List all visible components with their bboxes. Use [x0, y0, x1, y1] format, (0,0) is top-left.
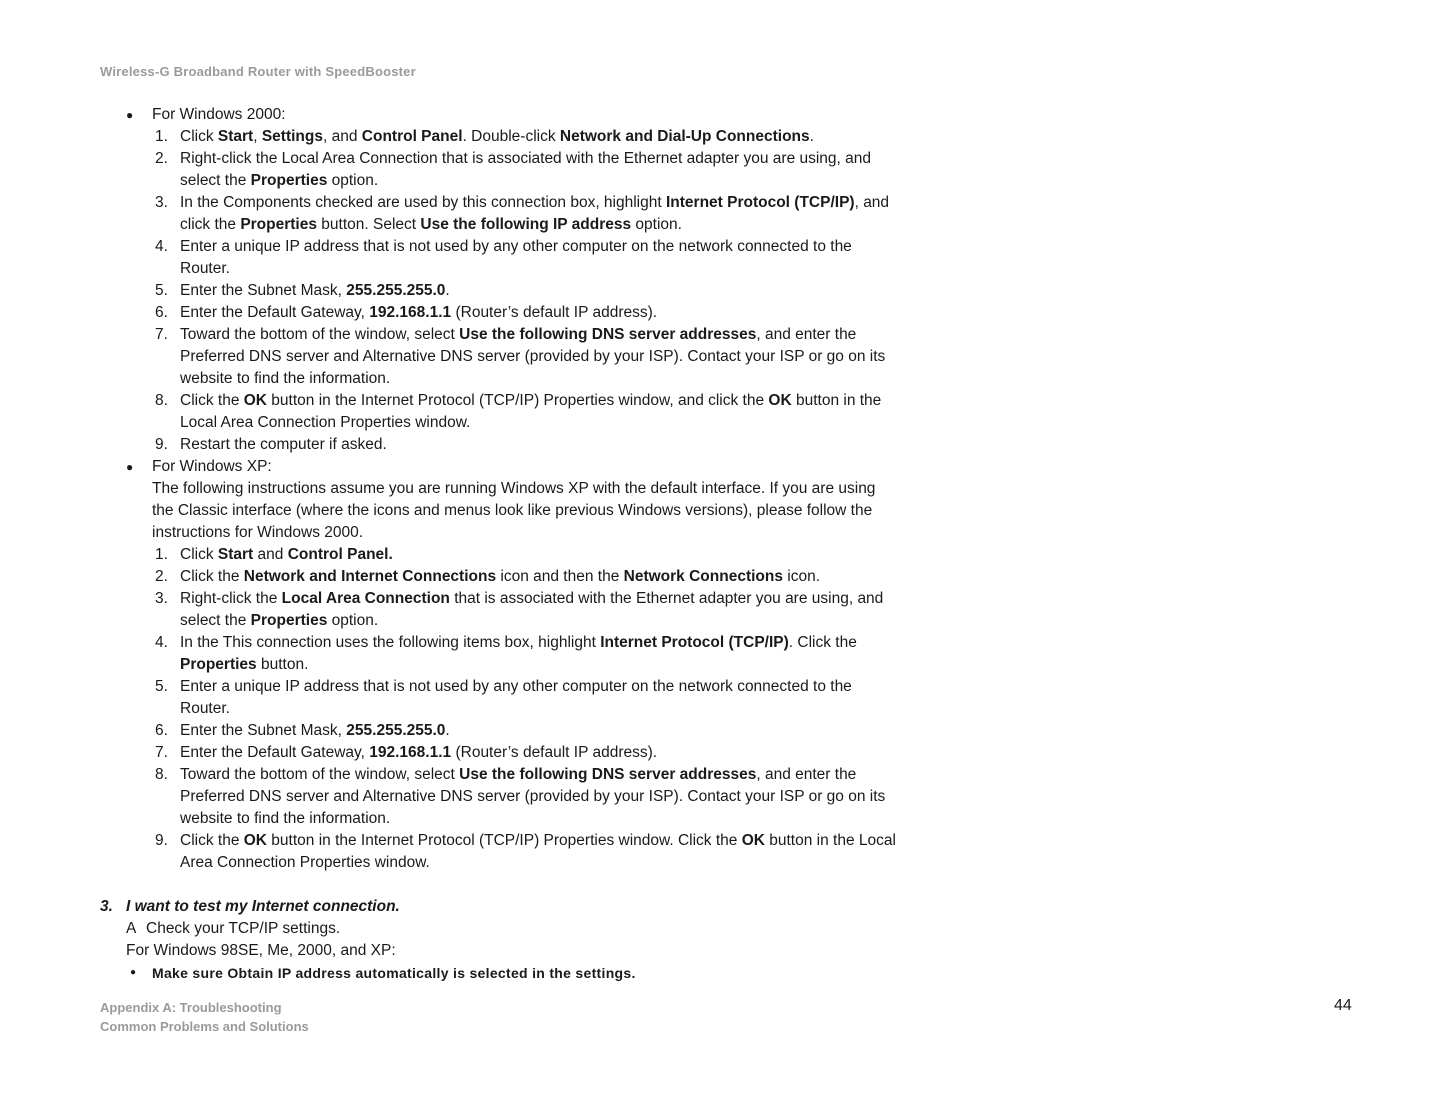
step-fragment: button. — [256, 656, 309, 673]
step-number: 5. — [155, 282, 168, 299]
step-emphasis: 255.255.255.0 — [346, 282, 446, 299]
winxp-heading — [100, 456, 900, 478]
winxp-step — [100, 544, 900, 566]
step-emphasis: OK — [243, 392, 267, 409]
sub-step-a-text: Check your TCP/IP settings. — [146, 920, 341, 937]
win2000-step — [100, 236, 900, 280]
step-number: 1. — [155, 546, 168, 563]
step-fragment: Enter the Subnet Mask, — [180, 722, 347, 739]
win2000-step — [100, 192, 900, 236]
page-body — [100, 104, 900, 984]
step-fragment: Enter the Default Gateway, — [180, 744, 370, 761]
win2000-heading-text: For Windows 2000: — [152, 106, 286, 123]
step-emphasis: Internet Protocol (TCP/IP) — [665, 194, 855, 211]
running-header: Wireless-G Broadband Router with SpeedBooster — [100, 64, 416, 79]
step-text — [180, 832, 896, 871]
step-fragment: option. — [327, 172, 379, 189]
step-fragment: button in the Local Area Connection Properties window. — [180, 392, 882, 431]
step-fragment: . — [809, 128, 814, 145]
settings-bullet-text: Make sure Obtain IP address automatically is selected in the settings. — [152, 965, 636, 981]
section-3-title — [100, 896, 900, 918]
step-emphasis: Network Connections — [623, 568, 783, 585]
step-text — [180, 304, 657, 321]
step-fragment: Enter the Subnet Mask, — [180, 282, 347, 299]
step-fragment: Click — [180, 128, 218, 145]
step-text — [180, 744, 657, 761]
step-emphasis: Network and Internet Connections — [243, 568, 497, 585]
step-number: 9. — [155, 436, 168, 453]
winxp-step — [100, 720, 900, 742]
step-text — [180, 766, 885, 827]
step-fragment: button. Select — [316, 216, 421, 233]
step-text — [180, 282, 450, 299]
step-number: 8. — [155, 766, 168, 783]
step-number: 9. — [155, 832, 168, 849]
step-text — [180, 546, 393, 563]
step-fragment: Click the — [180, 568, 244, 585]
step-number: 3. — [155, 590, 168, 607]
step-fragment: Enter a unique IP address that is not used by any other computer on the network connected to the Router. — [180, 678, 852, 717]
step-fragment: In the This connection uses the following items box, highlight — [180, 634, 601, 651]
win2000-step — [100, 302, 900, 324]
step-number: 7. — [155, 326, 168, 343]
step-emphasis: 192.168.1.1 — [369, 744, 452, 761]
bullet-icon: ● — [126, 460, 134, 474]
step-emphasis: Use the following DNS server addresses — [459, 326, 757, 343]
step-emphasis: Control Panel — [361, 128, 463, 145]
step-emphasis: 192.168.1.1 — [369, 304, 452, 321]
step-number: 8. — [155, 392, 168, 409]
step-emphasis: Control Panel. — [287, 546, 393, 563]
step-fragment: option. — [631, 216, 682, 233]
step-fragment: , and click the — [180, 194, 890, 233]
step-number: 2. — [155, 150, 168, 167]
step-number: 4. — [155, 238, 168, 255]
step-emphasis: Internet Protocol (TCP/IP) — [600, 634, 789, 651]
win2000-heading — [100, 104, 900, 126]
step-fragment: In the Components checked are used by this connection box, highlight — [180, 194, 666, 211]
step-number: 3. — [155, 194, 168, 211]
step-fragment: that is associated with the Ethernet adapter you are using, and select the — [180, 590, 884, 629]
step-emphasis: Properties — [250, 172, 328, 189]
winxp-step — [100, 632, 900, 676]
step-text — [180, 722, 450, 739]
step-fragment: . — [445, 722, 450, 739]
settings-bullet — [100, 962, 900, 984]
step-emphasis: OK — [768, 392, 792, 409]
winxp-step — [100, 676, 900, 720]
step-text — [180, 436, 387, 453]
step-fragment: and — [253, 546, 288, 563]
win2000-step — [100, 434, 900, 456]
step-emphasis: 255.255.255.0 — [346, 722, 446, 739]
step-fragment: option. — [327, 612, 379, 629]
step-fragment: , — [253, 128, 262, 145]
step-number: 4. — [155, 634, 168, 651]
step-text — [180, 590, 883, 629]
win2000-step — [100, 280, 900, 302]
step-text — [180, 392, 881, 431]
winxp-steps — [100, 544, 900, 874]
step-fragment: Click — [180, 546, 218, 563]
step-emphasis: Properties — [250, 612, 328, 629]
bullet-icon: ● — [130, 967, 137, 978]
step-emphasis: Network and Dial-Up Connections — [559, 128, 810, 145]
step-fragment: Toward the bottom of the window, select — [180, 326, 460, 343]
step-fragment: Restart the computer if asked. — [180, 436, 387, 453]
step-text — [180, 678, 852, 717]
step-fragment: button in the Local Area Connection Properties window. — [180, 832, 896, 871]
win2000-steps — [100, 126, 900, 456]
step-emphasis: Start — [217, 546, 254, 563]
step-fragment: Right-click the — [180, 590, 282, 607]
step-number: 7. — [155, 744, 168, 761]
winxp-step — [100, 764, 900, 830]
step-text — [180, 326, 885, 387]
winxp-intro: The following instructions assume you are running Windows XP with the default interface. If you are using the Classic interface (where the icons and menus look like previous Windows versions), please follow the instructions for Windows 2000. — [152, 480, 876, 541]
step-text — [180, 634, 857, 673]
step-emphasis: OK — [243, 832, 267, 849]
step-fragment: button in the Internet Protocol (TCP/IP) Properties window, and click the — [267, 392, 769, 409]
step-fragment: (Router’s default IP address). — [451, 744, 658, 761]
win2000-step — [100, 148, 900, 192]
footer-appendix: Appendix A: Troubleshooting — [100, 1000, 282, 1015]
win2000-step — [100, 126, 900, 148]
step-emphasis: Use the following DNS server addresses — [459, 766, 757, 783]
winxp-step — [100, 566, 900, 588]
step-text — [180, 238, 852, 277]
winxp-step — [100, 588, 900, 632]
step-fragment: , and enter the Preferred DNS server and Alternative DNS server (provided by your ISP). Contact your ISP or go on its website to find the information. — [180, 326, 886, 387]
section-3-number: 3. — [100, 898, 113, 915]
step-emphasis: Use the following IP address — [420, 216, 632, 233]
footer-section: Common Problems and Solutions — [100, 1019, 309, 1034]
bullet-icon: ● — [126, 108, 134, 122]
step-fragment: (Router’s default IP address). — [451, 304, 658, 321]
step-number: 5. — [155, 678, 168, 695]
step-number: 6. — [155, 304, 168, 321]
page-footer — [100, 998, 309, 1036]
platforms-line: For Windows 98SE, Me, 2000, and XP: — [126, 942, 396, 959]
win2000-step — [100, 390, 900, 434]
step-fragment: , and — [323, 128, 362, 145]
step-fragment: Click the — [180, 832, 244, 849]
win2000-step — [100, 324, 900, 390]
step-fragment: icon. — [782, 568, 821, 585]
page-number: 44 — [1334, 997, 1352, 1014]
step-emphasis: Start — [217, 128, 254, 145]
step-number: 1. — [155, 128, 168, 145]
step-text — [180, 568, 820, 585]
winxp-heading-text: For Windows XP: — [152, 458, 272, 475]
step-emphasis: Properties — [240, 216, 317, 233]
section-3-title-text: I want to test my Internet connection. — [126, 898, 400, 915]
step-fragment: Click the — [180, 392, 244, 409]
winxp-step — [100, 830, 900, 874]
step-number: 6. — [155, 722, 168, 739]
winxp-step — [100, 742, 900, 764]
step-fragment: Right-click the Local Area Connection that is associated with the Ethernet adapter you are using, and select the — [180, 150, 872, 189]
step-fragment: Enter a unique IP address that is not used by any other computer on the network connected to the Router. — [180, 238, 852, 277]
step-emphasis: Settings — [261, 128, 323, 145]
step-fragment: . — [445, 282, 450, 299]
step-fragment: , and enter the Preferred DNS server and Alternative DNS server (provided by your ISP). Contact your ISP or go on its website to find the information. — [180, 766, 886, 827]
sub-step-a-label: A — [126, 920, 137, 937]
step-fragment: . Click the — [788, 634, 857, 651]
step-fragment: Toward the bottom of the window, select — [180, 766, 460, 783]
step-text — [180, 194, 889, 233]
step-text — [180, 128, 814, 145]
step-text — [180, 150, 871, 189]
step-emphasis: Properties — [180, 656, 257, 673]
step-emphasis: OK — [741, 832, 765, 849]
step-number: 2. — [155, 568, 168, 585]
step-fragment: . Double-click — [462, 128, 560, 145]
step-fragment: Enter the Default Gateway, — [180, 304, 370, 321]
step-fragment: button in the Internet Protocol (TCP/IP) Properties window. Click the — [267, 832, 742, 849]
sub-step-a — [100, 918, 900, 940]
step-fragment: icon and then the — [496, 568, 624, 585]
step-emphasis: Local Area Connection — [281, 590, 450, 607]
